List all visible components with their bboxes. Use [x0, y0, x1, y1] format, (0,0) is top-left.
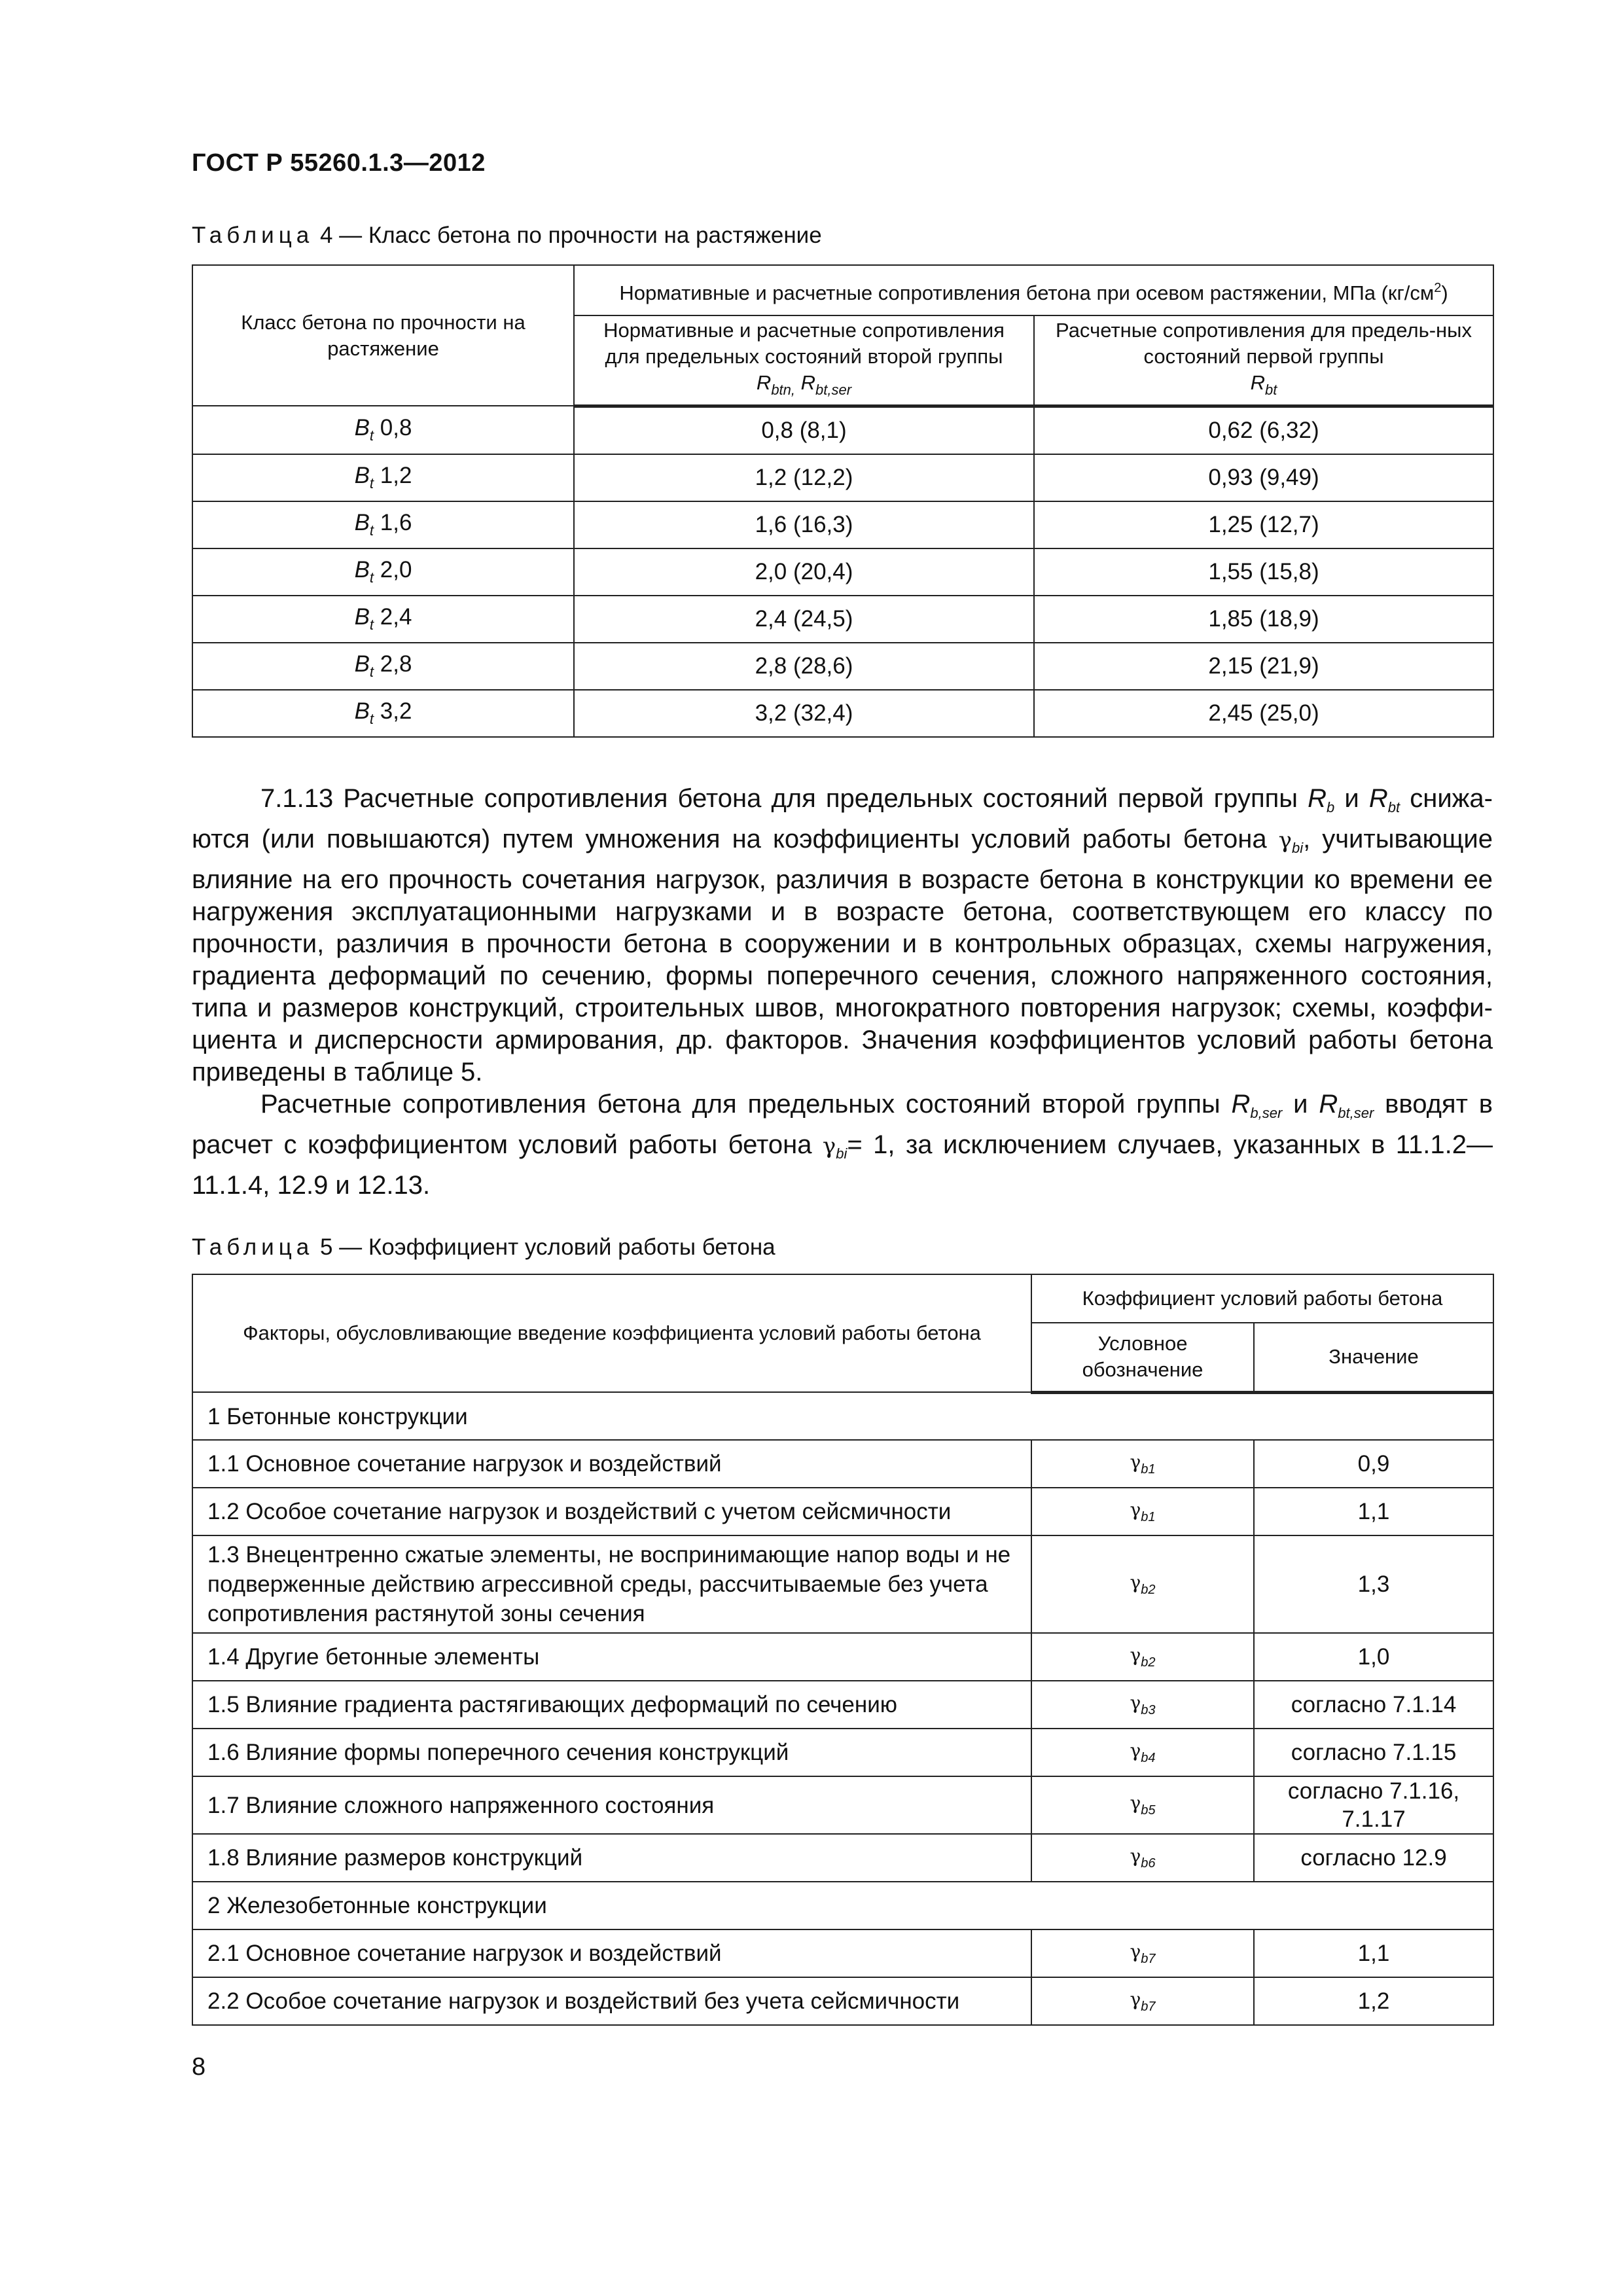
table4-body: [192, 406, 1493, 737]
table4-col2-symbol: [586, 370, 1022, 403]
table-row: [192, 1929, 1493, 1977]
table-row: [192, 548, 1493, 596]
section-title: 2 Железобетонные конструкции: [192, 1882, 1493, 1929]
design-resistance-cell: 2,15 (21,9): [1034, 643, 1493, 690]
para2-text-a: Расчетные сопротивления бетона для предельных состояний второй группы: [260, 1090, 1232, 1119]
document-id: ГОСТ Р 55260.1.3—2012: [192, 149, 486, 177]
symbol-cell: [1031, 1834, 1254, 1882]
gamma-subscript: b3: [1141, 1702, 1156, 1717]
para2-r2-sub: bt,ser: [1338, 1105, 1374, 1121]
table4-col3-header: [1034, 315, 1493, 406]
para1-text-c: , учитывающие влияние на его прочность сочетания нагрузок, различия в возрасте бетона в конструкции ко времени ее нагружения эксплуатационными нагрузками и в возрасте бетона, соответствующем его классу по прочности, различия в прочности бетона в сооружении и в контрольных образцах, схемы нагружения, градиента деформаций по сечению, формы поперечного сечения, сложного напряженного состояния, типа и размеров конструкций, строительных швов, многократного повторения нагрузок; схемы, коэффи-циента и дисперсности армирования, др. факторов. Значения коэффициентов условий работы бетона приведены в таблице 5.: [192, 825, 1493, 1086]
table4-caption: [192, 223, 822, 249]
class-letter: B: [354, 463, 370, 488]
table-row: [192, 406, 1493, 454]
class-value: 1,2: [374, 463, 412, 488]
gamma-symbol: γ: [1130, 1940, 1141, 1962]
table-row: [192, 643, 1493, 690]
table5-caption: [192, 1234, 776, 1261]
concrete-class-cell: [192, 548, 574, 596]
section-title: 1 Бетонные конструкции: [192, 1392, 1493, 1440]
table4-col2-header: [574, 315, 1034, 406]
table4-col2-header-text: Нормативные и расчетные сопротивления для предельных состояний второй группы: [603, 318, 1005, 368]
gamma-symbol: γ: [1130, 1739, 1141, 1761]
class-letter: B: [354, 557, 370, 583]
value-cell: 1,1: [1254, 1929, 1493, 1977]
gamma-symbol: γ: [1130, 1571, 1141, 1593]
gamma-symbol: γ: [1130, 1691, 1141, 1713]
para1-and: и: [1334, 784, 1369, 813]
normative-resistance-cell: 2,8 (28,6): [574, 643, 1034, 690]
normative-resistance-cell: 2,0 (20,4): [574, 548, 1034, 596]
factor-cell: 1.7 Влияние сложного напряженного состояния: [192, 1776, 1031, 1834]
class-value: 1,6: [374, 510, 412, 535]
gamma-subscript: b5: [1141, 1803, 1156, 1818]
para2-gamma-sub: bi: [836, 1145, 847, 1162]
class-subscript: t: [369, 617, 374, 633]
value-cell: 1,0: [1254, 1633, 1493, 1681]
factor-cell: 1.3 Внецентренно сжатые элементы, не воспринимающие напор воды и не подверженные действию агрессивной среды, рассчитываемые без учета сопротивления растянутой зоны сечения: [192, 1535, 1031, 1633]
concrete-class-cell: [192, 454, 574, 501]
table-row: [192, 1834, 1493, 1882]
factor-cell: 1.8 Влияние размеров конструкций: [192, 1834, 1031, 1882]
class-value: 2,8: [374, 651, 412, 677]
factor-cell: 2.2 Особое сочетание нагрузок и воздействий без учета сейсмичности: [192, 1977, 1031, 2025]
table-row: [192, 1729, 1493, 1776]
class-letter: B: [354, 604, 370, 630]
class-subscript: t: [369, 664, 374, 680]
table-row: [192, 454, 1493, 501]
design-resistance-cell: 1,25 (12,7): [1034, 501, 1493, 548]
gamma-symbol: γ: [1130, 1988, 1141, 2010]
table-row: [192, 690, 1493, 737]
table4-group-header-close: ): [1441, 281, 1448, 304]
symbol-cell: [1031, 1729, 1254, 1776]
factor-cell: 1.1 Основное сочетание нагрузок и воздействий: [192, 1440, 1031, 1488]
table-section-row: [192, 1882, 1493, 1929]
normative-resistance-cell: 1,6 (16,3): [574, 501, 1034, 548]
gamma-subscript: b1: [1141, 1509, 1156, 1524]
gamma-symbol: γ: [1130, 1498, 1141, 1520]
gamma-subscript: b2: [1141, 1582, 1156, 1597]
class-letter: B: [354, 698, 370, 724]
value-cell: 0,9: [1254, 1440, 1493, 1488]
para1-text-b: снижа-ются (или повышаются) путем умножения на коэффициенты условий работы бетона: [192, 784, 1493, 853]
factor-cell: 1.2 Особое сочетание нагрузок и воздействий с учетом сейсмичности: [192, 1488, 1031, 1535]
table4-col3-sym-sub: bt: [1265, 381, 1277, 398]
gamma-subscript: b4: [1141, 1750, 1156, 1765]
table4-col3-header-text: Расчетные сопротивления для предель-ных состояний первой группы: [1056, 318, 1472, 368]
table4: [192, 264, 1494, 738]
gamma-subscript: b2: [1141, 1655, 1156, 1670]
factor-cell: 1.4 Другие бетонные элементы: [192, 1633, 1031, 1681]
para1-rbt: R: [1368, 784, 1388, 813]
concrete-class-cell: [192, 501, 574, 548]
table4-col2-sym-r2: R: [800, 370, 816, 394]
class-value: 0,8: [374, 415, 412, 441]
body-text: [192, 783, 1493, 1202]
concrete-class-cell: [192, 690, 574, 737]
para1-gamma-sub: bi: [1291, 840, 1304, 856]
table4-col3-sym-r: R: [1250, 370, 1266, 394]
para1-rb-sub: b: [1327, 799, 1335, 816]
design-resistance-cell: 0,93 (9,49): [1034, 454, 1493, 501]
class-subscript: t: [369, 711, 374, 727]
class-subscript: t: [369, 427, 374, 444]
concrete-class-cell: [192, 596, 574, 643]
table4-col1-header: Класс бетона по прочности на растяжение: [192, 265, 574, 406]
table4-caption-title: 4 — Класс бетона по прочности на растяжение: [313, 223, 822, 248]
concrete-class-cell: [192, 643, 574, 690]
gamma-symbol: γ: [1130, 1844, 1141, 1867]
gamma-subscript: b1: [1141, 1462, 1156, 1477]
para1-gamma: γ: [1278, 827, 1292, 853]
normative-resistance-cell: 1,2 (12,2): [574, 454, 1034, 501]
table-row: [192, 1776, 1493, 1834]
normative-resistance-cell: 2,4 (24,5): [574, 596, 1034, 643]
value-cell: 1,2: [1254, 1977, 1493, 2025]
table-row: [192, 1440, 1493, 1488]
table-row: [192, 501, 1493, 548]
value-cell: согласно 12.9: [1254, 1834, 1493, 1882]
symbol-cell: [1031, 1633, 1254, 1681]
gamma-subscript: b6: [1141, 1856, 1156, 1871]
para2-r1-sub: b,ser: [1250, 1105, 1283, 1121]
design-resistance-cell: 1,85 (18,9): [1034, 596, 1493, 643]
class-value: 2,0: [374, 557, 412, 583]
table5: [192, 1274, 1494, 2026]
table4-caption-prefix: Таблица: [192, 223, 314, 248]
normative-resistance-cell: 3,2 (32,4): [574, 690, 1034, 737]
value-cell: согласно 7.1.14: [1254, 1681, 1493, 1729]
symbol-cell: [1031, 1929, 1254, 1977]
symbol-cell: [1031, 1776, 1254, 1834]
table5-col1-header: Факторы, обусловливающие введение коэффициента условий работы бетона: [192, 1274, 1031, 1392]
table5-caption-title: 5 — Коэффициент условий работы бетона: [313, 1234, 776, 1260]
factor-cell: 2.1 Основное сочетание нагрузок и воздействий: [192, 1929, 1031, 1977]
para2-and: и: [1282, 1090, 1319, 1119]
symbol-cell: [1031, 1535, 1254, 1633]
class-subscript: t: [369, 569, 374, 586]
para2-gamma: γ: [822, 1133, 836, 1159]
design-resistance-cell: 2,45 (25,0): [1034, 690, 1493, 737]
paragraph-7-1-13: [192, 783, 1493, 1088]
table-section-row: [192, 1392, 1493, 1440]
table-row: [192, 1488, 1493, 1535]
concrete-class-cell: [192, 406, 574, 454]
para1-rb: R: [1308, 784, 1327, 813]
gamma-symbol: γ: [1130, 1450, 1141, 1473]
table-row: [192, 1535, 1493, 1633]
class-value: 2,4: [374, 604, 412, 630]
table4-group-header-sup: 2: [1434, 280, 1442, 295]
paragraph-second-group: [192, 1088, 1493, 1202]
factor-cell: 1.5 Влияние градиента растягивающих деформаций по сечению: [192, 1681, 1031, 1729]
class-letter: B: [354, 415, 370, 441]
gamma-subscript: b7: [1141, 1951, 1156, 1966]
symbol-cell: [1031, 1488, 1254, 1535]
table4-group-header-text: Нормативные и расчетные сопротивления бетона при осевом растяжении, МПа (кг/см: [619, 281, 1435, 304]
table5-col2-header: Условное обозначение: [1031, 1323, 1254, 1392]
table5-group-header: Коэффициент условий работы бетона: [1031, 1274, 1493, 1323]
class-subscript: t: [369, 475, 374, 492]
table4-col2-sym-sub1: btn,: [771, 381, 796, 398]
class-letter: B: [354, 510, 370, 535]
table-row: [192, 596, 1493, 643]
symbol-cell: [1031, 1440, 1254, 1488]
factor-cell: 1.6 Влияние формы поперечного сечения конструкций: [192, 1729, 1031, 1776]
value-cell: согласно 7.1.15: [1254, 1729, 1493, 1776]
gamma-subscript: b7: [1141, 1999, 1156, 2014]
class-letter: B: [354, 651, 370, 677]
value-cell: согласно 7.1.16, 7.1.17: [1254, 1776, 1493, 1834]
para2-r2: R: [1319, 1090, 1338, 1119]
para2-r1: R: [1231, 1090, 1251, 1119]
value-cell: 1,3: [1254, 1535, 1493, 1633]
table-row: [192, 1633, 1493, 1681]
page-number: 8: [192, 2053, 206, 2081]
table-row: [192, 1681, 1493, 1729]
value-cell: 1,1: [1254, 1488, 1493, 1535]
gamma-symbol: γ: [1130, 1643, 1141, 1666]
gamma-symbol: γ: [1130, 1792, 1141, 1814]
para1-rbt-sub: bt: [1387, 799, 1400, 816]
table5-col3-header: Значение: [1254, 1323, 1493, 1392]
para2-text-b: вводят в расчет с коэффициентом условий работы бетона: [192, 1090, 1493, 1159]
para2-text-c: = 1, за исключением случаев, указанных в 11.1.2—11.1.4, 12.9 и 12.13.: [192, 1130, 1493, 1200]
class-subscript: t: [369, 522, 374, 539]
table4-col2-sym-sub2: bt,ser: [815, 381, 852, 398]
table4-col3-symbol: [1046, 370, 1481, 403]
table5-caption-prefix: Таблица: [192, 1234, 314, 1260]
para1-text-a: 7.1.13 Расчетные сопротивления бетона для предельных состояний первой группы: [260, 784, 1308, 813]
table-row: [192, 1977, 1493, 2025]
design-resistance-cell: 0,62 (6,32): [1034, 406, 1493, 454]
symbol-cell: [1031, 1681, 1254, 1729]
symbol-cell: [1031, 1977, 1254, 2025]
class-value: 3,2: [374, 698, 412, 724]
table4-col2-sym-r1: R: [756, 370, 772, 394]
design-resistance-cell: 1,55 (15,8): [1034, 548, 1493, 596]
table5-body: [192, 1392, 1493, 2025]
table4-group-header: [574, 265, 1493, 315]
normative-resistance-cell: 0,8 (8,1): [574, 406, 1034, 454]
